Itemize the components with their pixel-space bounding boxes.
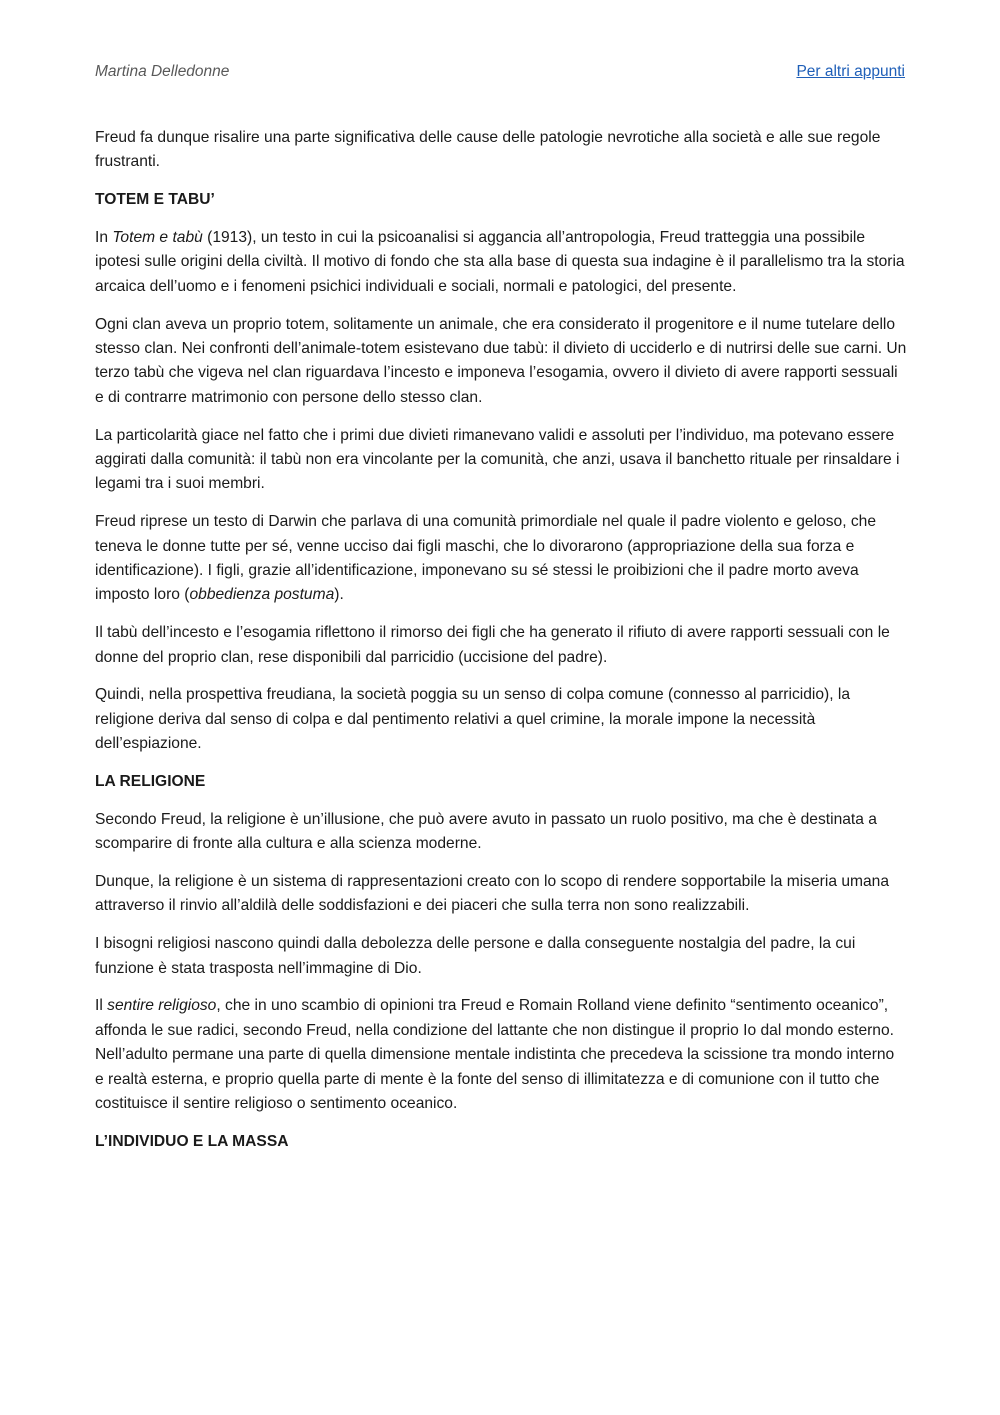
italic-term: obbedienza postuma (189, 586, 335, 604)
paragraph: La particolarità giace nel fatto che i primi due divieti rimanevano validi e assoluti per l’individuo, ma potevano essere aggirati dalla comunità: il tabù non era vincolante per la comunità, che anzi, usava il banchetto rituale per rinsaldare i legami tra i suoi membri. (95, 426, 900, 493)
notes-link[interactable]: Per altri appunti (796, 63, 905, 80)
text-run: Freud riprese un testo di Darwin che parlava di una comunità primordiale nel quale il padre violento e geloso, che teneva le donne tutte per sé, venne ucciso dai figli maschi, che lo divorarono (appropriazione della sua forza e identificazione). I figli, grazie all’identificazione, imponevano su sé stessi le proibizioni che il padre morto aveva imposto loro ( (95, 513, 876, 604)
paragraph: Secondo Freud, la religione è un’illusione, che può avere avuto in passato un ruolo positivo, ma che è destinata a scomparire di fronte alla cultura e alla scienza moderne. (95, 810, 877, 853)
author-name: Martina Delledonne (95, 63, 230, 80)
paragraph: Ogni clan aveva un proprio totem, solitamente un animale, che era considerato il progenitore e il nume tutelare dello stesso clan. Nei confronti dell’animale-totem esistevano due tabù: il divieto di ucciderlo e di nutrirsi delle sue carni. Un terzo tabù che vigeva nel clan riguardava l’incesto e imponeva l’esogamia, ovvero il divieto di avere rapporti sessuali e di contrarre matrimonio con persone dello stesso clan. (95, 315, 907, 406)
italic-title: Totem e tabù (112, 229, 203, 246)
text-run: In (95, 229, 113, 246)
paragraph (95, 994, 907, 1116)
section-heading-religione: LA RELIGIONE (95, 773, 206, 791)
document-body (95, 126, 907, 1168)
paragraph: Dunque, la religione è un sistema di rappresentazioni creato con lo scopo di rendere sopportabile la miseria umana attraverso il rinvio all’aldilà delle soddisfazioni e dei piaceri che sulla terra non sono realizzabili. (95, 873, 890, 915)
paragraph: Freud fa dunque risalire una parte significativa delle cause delle patologie nevrotiche alla società e alle sue regole frustranti. (95, 129, 881, 171)
text-run: Il (95, 997, 108, 1015)
italic-term: sentire religioso (107, 997, 217, 1015)
page-header (95, 60, 905, 84)
text-run: (1913), un testo in cui la psicoanalisi si aggancia all’antropologia, Freud tratteggia una possibile ipotesi sulle origini della civiltà. Il motivo di fondo che sta alla base di questa sua indagine è il parallelismo tra la storia arcaica dell’uomo e i fenomeni psichici individuali e sociali, normali e patologici, del presente. (95, 229, 905, 295)
paragraph (95, 510, 907, 608)
section-heading-totem: TOTEM E TABU’ (95, 191, 215, 209)
text-run: , che in uno scambio di opinioni tra Freud e Romain Rolland viene definito “sentimento oceanico”, affonda le sue radici, secondo Freud, nella condizione del lattante che non distingue il proprio Io dal mondo esterno. Nell’adulto permane una parte di quella dimensione mentale indistinta che precedeva la scissione tra mondo interno e realtà esterna, e proprio quella parte di mente è la fonte del senso di illimitatezza e di comunione con il tutto che costituisce il sentire religioso o sentimento oceanico. (95, 997, 895, 1113)
section-heading-massa: L’INDIVIDUO E LA MASSA (95, 1132, 289, 1150)
text-run: ). (334, 586, 344, 604)
paragraph (95, 226, 907, 299)
paragraph: I bisogni religiosi nascono quindi dalla debolezza delle persone e dalla conseguente nostalgia del padre, la cui funzione è stata trasposta nell’immagine di Dio. (95, 935, 856, 977)
paragraph: Il tabù dell’incesto e l’esogamia riflettono il rimorso dei figli che ha generato il rifiuto di avere rapporti sessuali con le donne del proprio clan, rese disponibili dal parricidio (uccisione del padre). (95, 624, 890, 666)
paragraph: Quindi, nella prospettiva freudiana, la società poggia su un senso di colpa comune (connesso al parricidio), la religione deriva dal senso di colpa e dal pentimento relativi a quel crimine, la morale impone la necessità dell’espiazione. (95, 686, 851, 753)
